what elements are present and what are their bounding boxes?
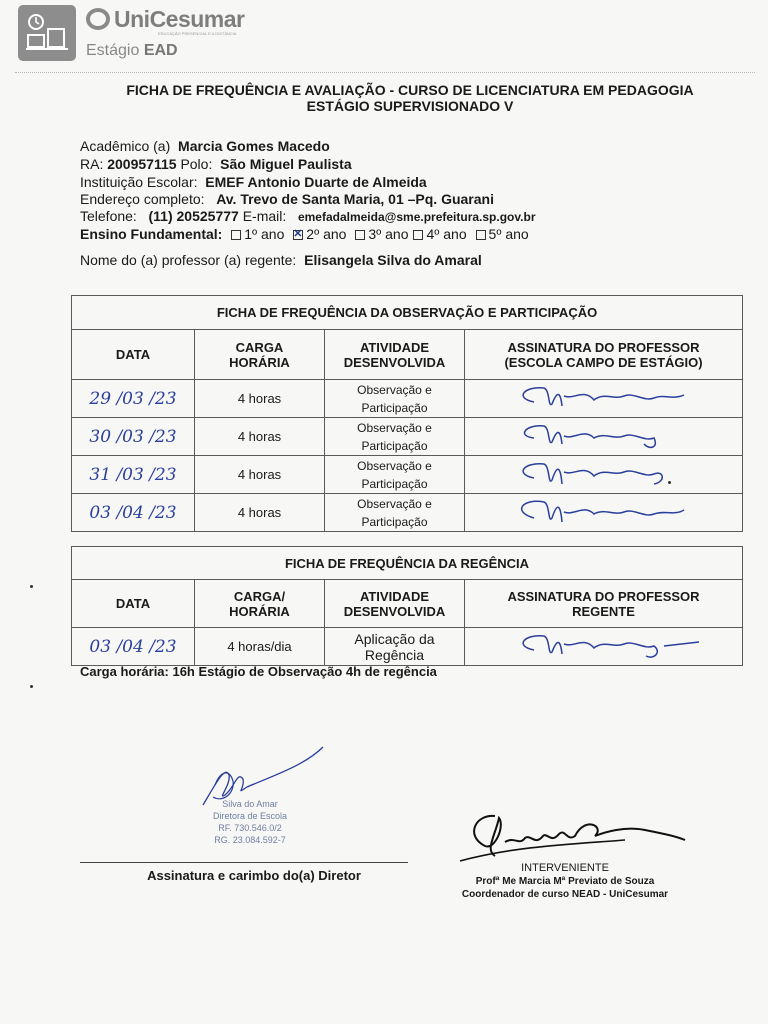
diretor-label: Assinatura e carimbo do(a) Diretor <box>147 868 361 883</box>
scan-speck <box>668 481 671 484</box>
brand-swirl-icon <box>86 8 110 30</box>
diretor-signature-line <box>80 862 408 863</box>
table-row <box>72 380 743 418</box>
col-assinatura: ASSINATURA DO PROFESSOR REGENTE <box>465 580 743 628</box>
col-carga: CARGA HORÁRIA <box>195 330 325 380</box>
carga-total-note: Carga horária: 16h Estágio de Observação 4h de regência <box>80 664 437 679</box>
checkbox-4-ano[interactable] <box>413 230 423 240</box>
interveniente-name: Profª Me Marcia Mª Previato de Souza <box>475 876 655 887</box>
signature-image <box>465 418 743 456</box>
telefone-email-line: Telefone: (11) 20525777 E-mail: emefadalmeida@sme.prefeitura.sp.gov.br <box>80 208 536 224</box>
table-row <box>72 456 743 494</box>
diretor-stamp: Silva do Amar Diretora de Escola RF. 730.546.0/2 RG. 23.084.592-7 <box>212 799 288 845</box>
academico-line: Acadêmico (a) Marcia Gomes Macedo <box>80 138 330 154</box>
title-line-2: ESTÁGIO SUPERVISIONADO V <box>306 98 514 114</box>
row-carga: 4 horas <box>195 418 325 456</box>
professor-line: Nome do (a) professor (a) regente: Elisangela Silva do Amaral <box>80 252 482 268</box>
scan-speck <box>30 585 33 588</box>
col-carga: CARGA/ HORÁRIA <box>195 580 325 628</box>
table-row <box>72 494 743 532</box>
interveniente-role: Coordenador de curso NEAD - UniCesumar <box>461 889 669 900</box>
row-date: 03 /04 /23 <box>72 494 195 532</box>
row-carga: 4 horas <box>195 494 325 532</box>
col-atividade: ATIVIDADE DESENVOLVIDA <box>325 580 465 628</box>
col-data: DATA <box>72 330 195 380</box>
stage-label: Estágio EAD <box>86 42 178 59</box>
table-row <box>72 418 743 456</box>
scan-speck <box>30 685 33 688</box>
row-atividade: Observação e Participação <box>325 418 465 456</box>
row-carga: 4 horas/dia <box>195 628 325 666</box>
row-atividade: Observação e Participação <box>325 380 465 418</box>
row-date: 30 /03 /23 <box>72 418 195 456</box>
regencia-table <box>71 546 743 666</box>
row-carga: 4 horas <box>195 380 325 418</box>
row-date: 29 /03 /23 <box>72 380 195 418</box>
col-data: DATA <box>72 580 195 628</box>
brand-name: UniCesumar <box>86 6 245 33</box>
signature-image <box>465 380 743 418</box>
endereco-line: Endereço completo: Av. Trevo de Santa Maria, 01 –Pq. Guarani <box>80 191 494 207</box>
row-atividade: Aplicação da Regência <box>325 628 465 666</box>
unicesumar-logo-badge <box>18 5 76 61</box>
row-atividade: Observação e Participação <box>325 494 465 532</box>
table-row <box>72 628 743 666</box>
row-carga: 4 horas <box>195 456 325 494</box>
row-date: 31 /03 /23 <box>72 456 195 494</box>
observacao-table <box>71 295 743 532</box>
checkbox-5-ano[interactable] <box>476 230 486 240</box>
row-atividade: Observação e Participação <box>325 456 465 494</box>
checkbox-3-ano[interactable] <box>355 230 365 240</box>
instituicao-line: Instituição Escolar: EMEF Antonio Duarte de Almeida <box>80 174 427 190</box>
brand-tagline: EDUCAÇÃO PRESENCIAL E A DISTÂNCIA <box>158 31 237 36</box>
col-atividade: ATIVIDADE DESENVOLVIDA <box>325 330 465 380</box>
ra-polo-line: RA: 200957115 Polo: São Miguel Paulista <box>80 156 352 172</box>
checkbox-1-ano[interactable] <box>231 230 241 240</box>
title-line-1: FICHA DE FREQUÊNCIA E AVALIAÇÃO - CURSO DE LICENCIATURA EM PEDAGOGIA <box>126 82 694 98</box>
signature-image <box>465 628 743 666</box>
interveniente-signature-image <box>455 806 705 866</box>
interveniente-block <box>420 862 710 901</box>
signature-image <box>465 494 743 532</box>
regencia-caption: FICHA DE FREQUÊNCIA DA REGÊNCIA <box>72 547 743 580</box>
row-date: 03 /04 /23 <box>72 628 195 666</box>
signature-image <box>465 456 743 494</box>
checkbox-2-ano[interactable] <box>293 230 303 240</box>
stage-icon <box>24 11 70 55</box>
ensino-line: Ensino Fundamental: 1º ano ✕ 2º ano 3º ano 4º ano 5º ano <box>80 226 529 242</box>
observacao-caption: FICHA DE FREQUÊNCIA DA OBSERVAÇÃO E PARTICIPAÇÃO <box>72 296 743 330</box>
document-title <box>70 82 750 114</box>
interveniente-title: INTERVENIENTE <box>521 862 609 874</box>
col-assinatura: ASSINATURA DO PROFESSOR (ESCOLA CAMPO DE ESTÁGIO) <box>465 330 743 380</box>
header-divider <box>15 72 755 73</box>
